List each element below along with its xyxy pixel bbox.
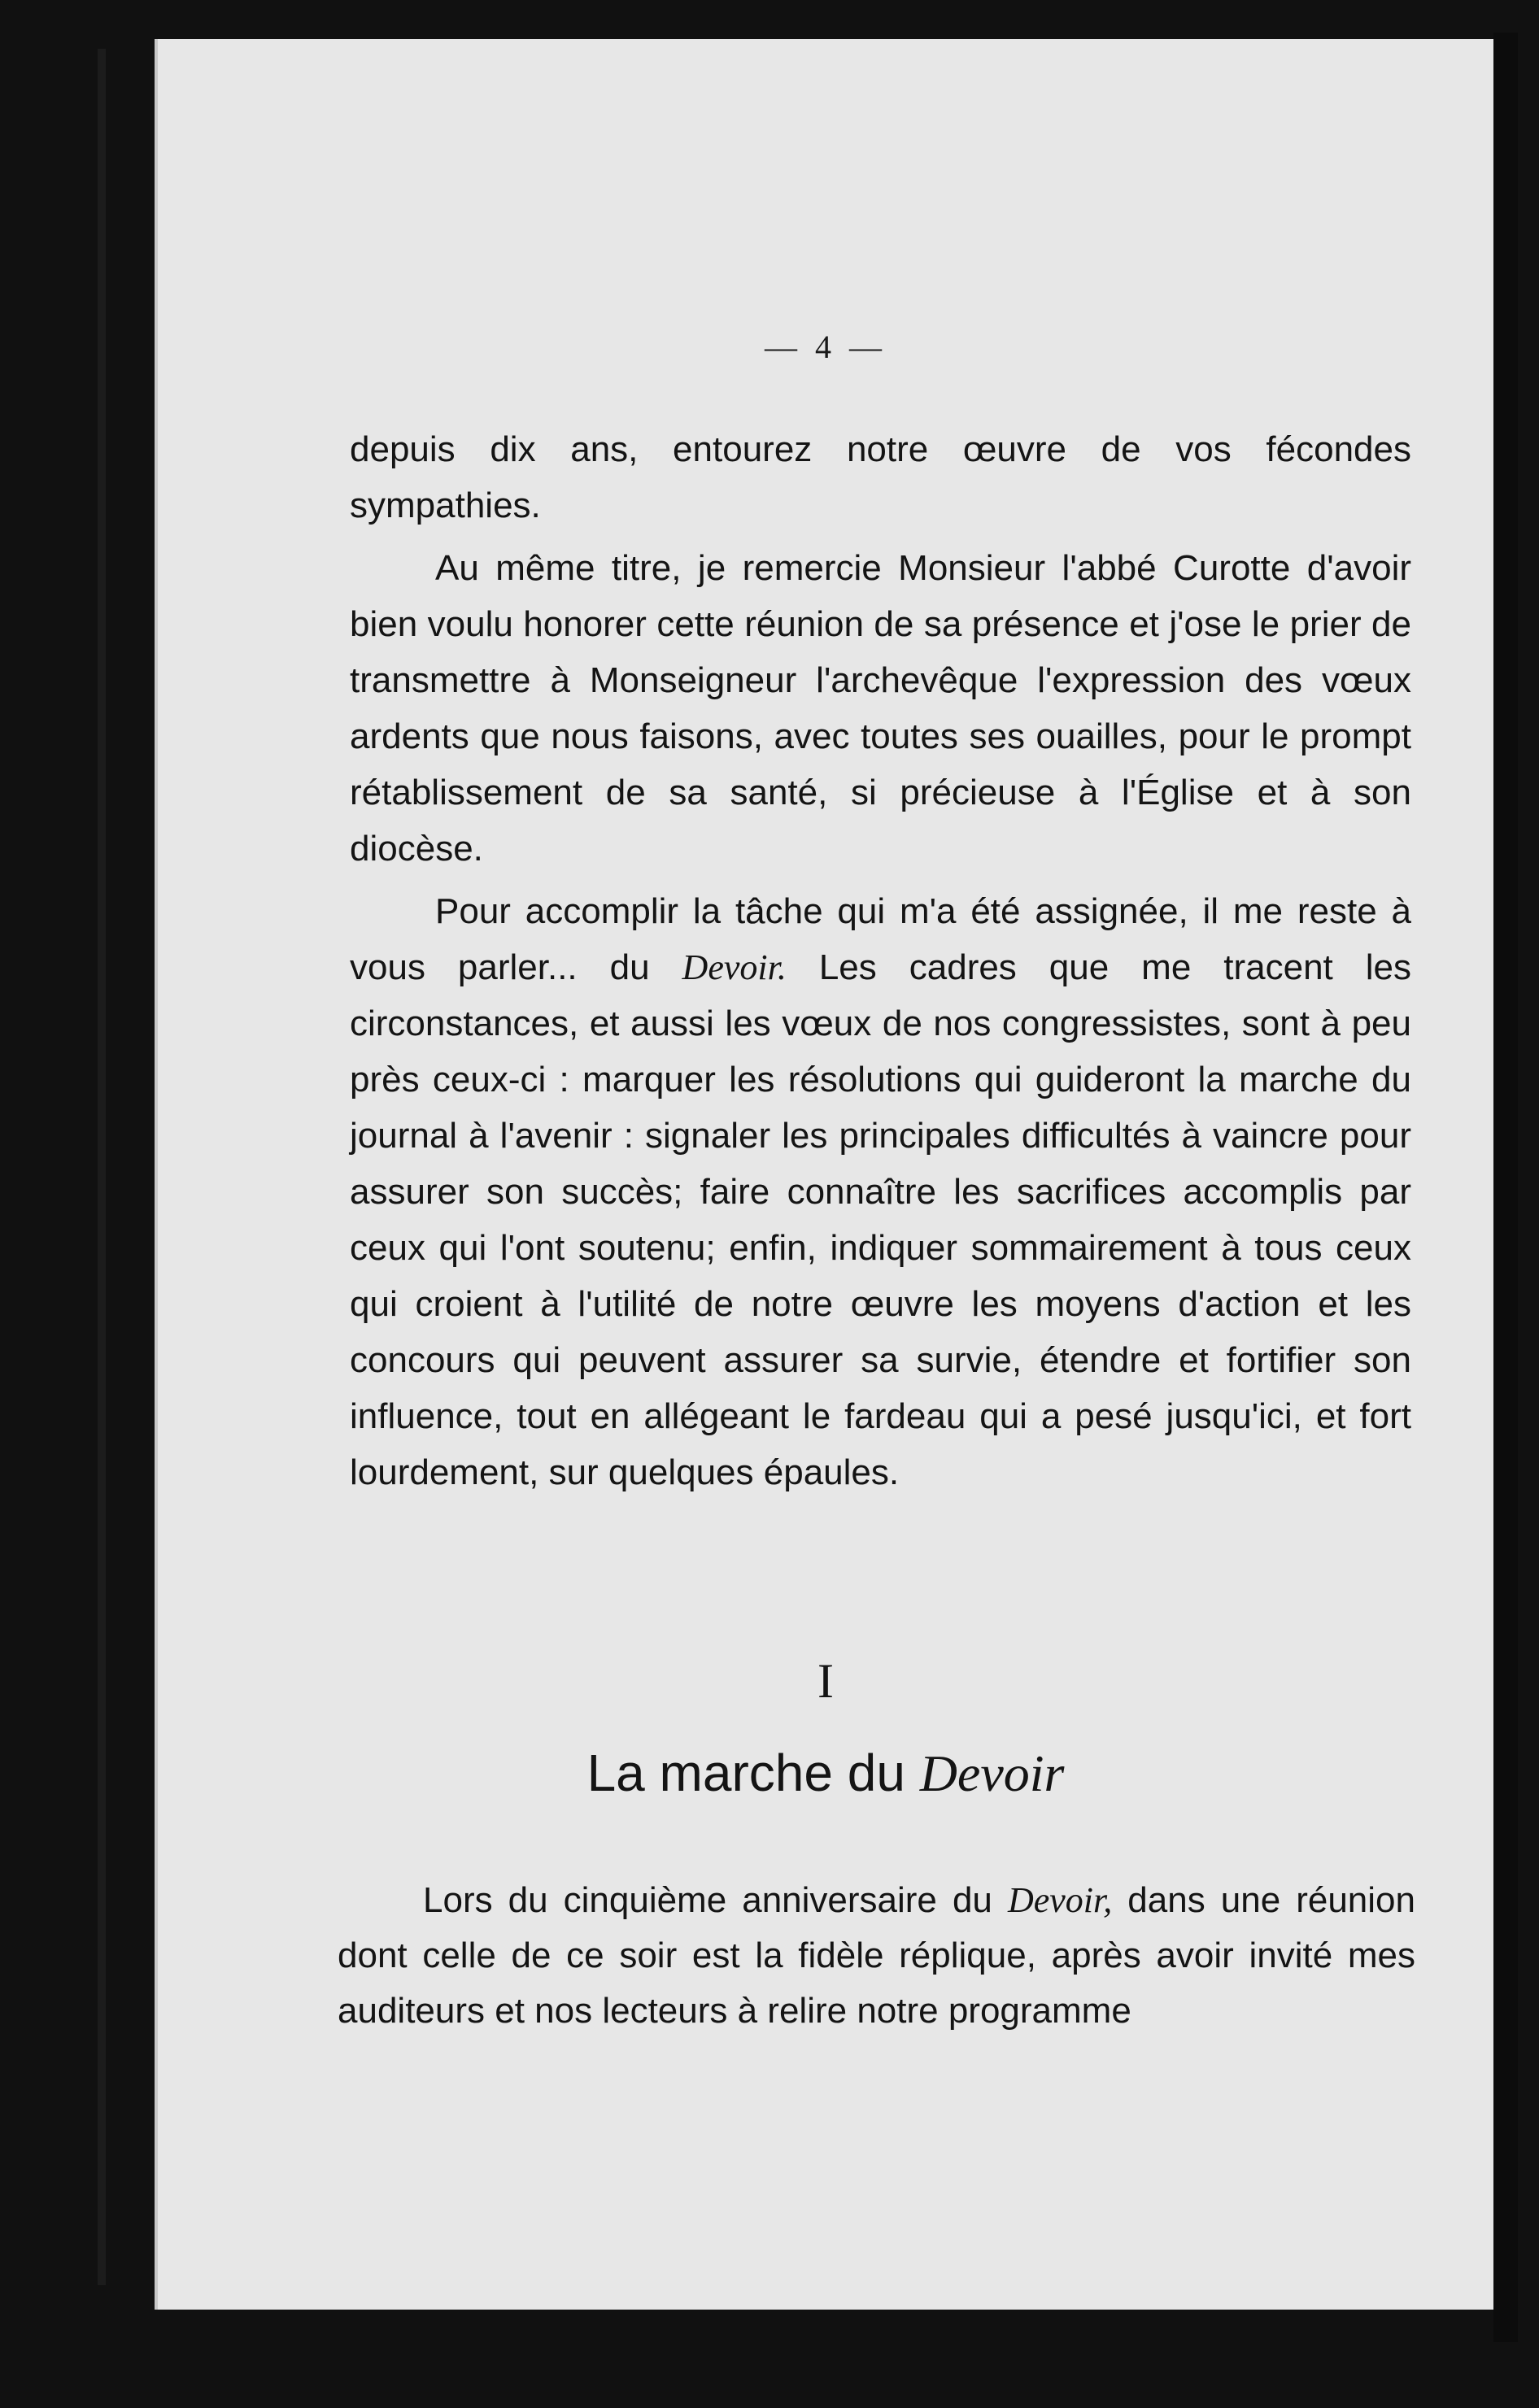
paragraph-3-italic: Devoir. xyxy=(682,947,787,987)
paragraph-3-text-after: Les cadres que me tracent les circonstances, et aussi les vœux de nos congressistes, sont à peu près ceux-ci : marquer les résolutions qui guideront la marche du journal à l'avenir : signaler les principales difficultés à vaincre pour assurer son succès; faire connaître les sacrifices accomplis par ceux qui l'ont soutenu; enfin, indiquer sommairement à tous ceux qui croient à l'utilité de notre œuvre les moyens d'action et les concours qui peuvent assurer sa survie, étendre et fortifier son influence, tout en allégeant le fardeau qui a pesé jusqu'ici, et fort lourdement, sur quelques épaules. xyxy=(350,947,1411,1492)
paragraph-1 xyxy=(350,421,1411,533)
paragraph-3 xyxy=(350,883,1411,1500)
section-number: I xyxy=(817,1654,834,1708)
paragraph-4-italic: Devoir, xyxy=(1007,1880,1113,1920)
page-number: — 4 — xyxy=(765,329,887,365)
closing-text xyxy=(338,1873,1415,2039)
paragraph-3-text-before: Pour accomplir la tâche qui m'a été assignée, il me reste à vous parler... du xyxy=(350,891,1411,987)
paragraph-4-text-before: Lors du cinquième anniversaire du xyxy=(423,1880,1008,1920)
paragraph-2 xyxy=(350,540,1411,877)
section-title-plain: La marche du xyxy=(586,1744,920,1802)
paragraph-1-text: depuis dix ans, entourez notre œuvre de vos fécondes sympathies. xyxy=(350,429,1411,525)
body-text xyxy=(350,421,1411,1500)
section-title xyxy=(155,1743,1497,1804)
paragraph-2-text: Au même titre, je remercie Monsieur l'abbé Curotte d'avoir bien voulu honorer cette réunion de sa présence et j'ose le prier de transmettre à Monseigneur l'archevêque l'expression des vœux ardents que nous faisons, avec toutes ses ouailles, pour le prompt rétablissement de sa santé, si précieuse à l'Église et à son diocèse. xyxy=(350,548,1411,869)
section-title-italic: Devoir xyxy=(919,1744,1065,1802)
scan-left-edge xyxy=(98,49,106,2285)
paragraph-4 xyxy=(338,1873,1415,2039)
document-page xyxy=(155,39,1497,2310)
paragraph-4-text-after: dans une réunion dont celle de ce soir est la fidèle réplique, après avoir invité mes auditeurs et nos lecteurs à relire notre programme xyxy=(338,1880,1415,2031)
scan-right-edge xyxy=(1493,33,1518,2342)
